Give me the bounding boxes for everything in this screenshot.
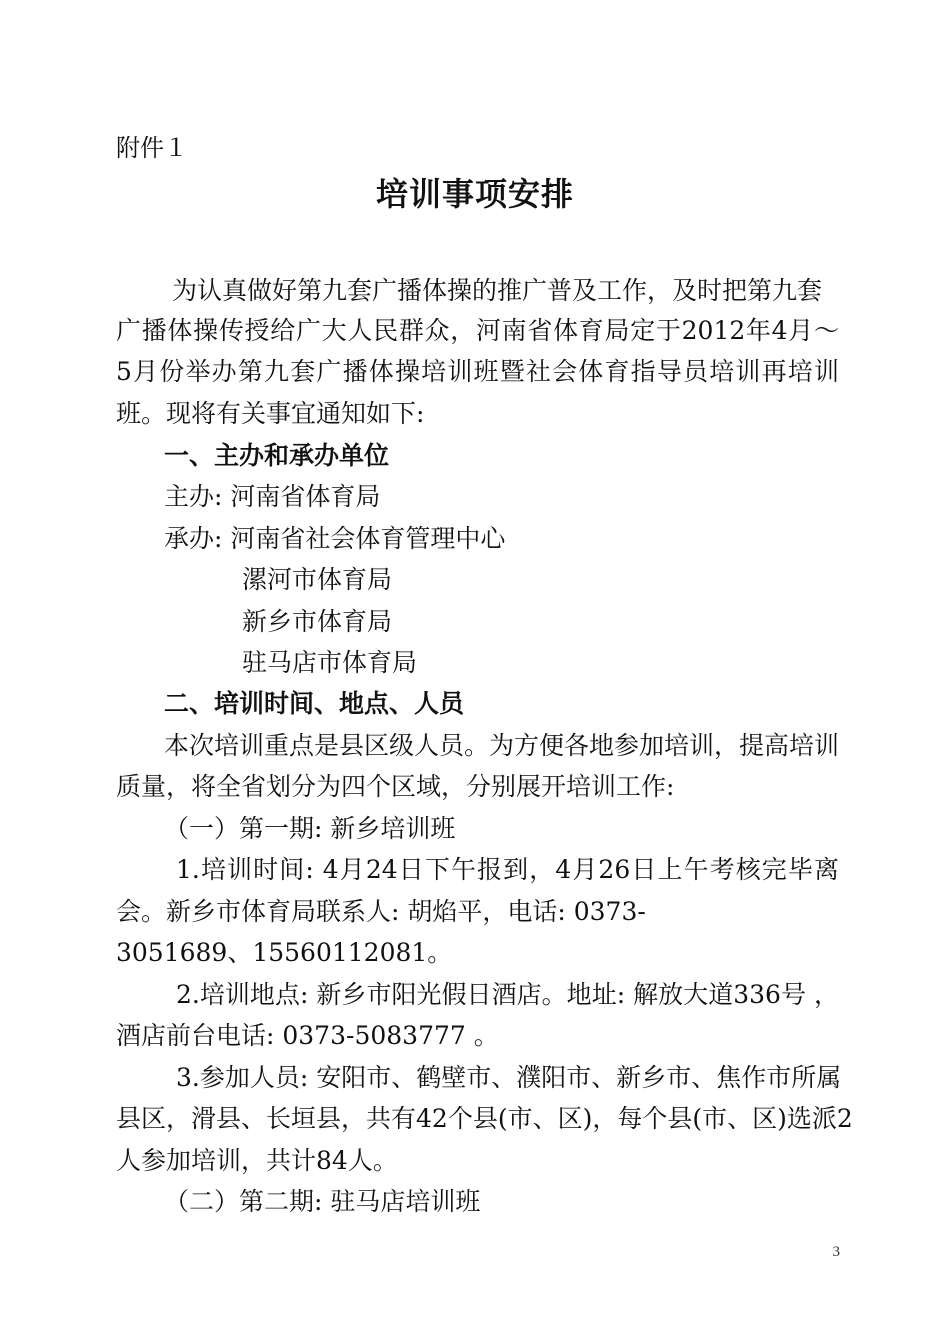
phase1-item3-line-1: 3.参加人员: 安阳市、鹤壁市、濮阳市、新乡市、焦作市所属	[176, 1063, 842, 1092]
phase1-item2-line-2: 酒店前台电话: 0373-5083777 。	[116, 1021, 499, 1050]
phase1-item2-line-1: 2.培训地点: 新乡市阳光假日酒店。地址: 解放大道336号 ，	[176, 980, 839, 1009]
organizer-line-3: 新乡市体育局	[242, 607, 393, 636]
host-line: 主办: 河南省体育局	[164, 482, 381, 511]
phase2-heading: （二）第二期: 驻马店培训班	[164, 1187, 481, 1216]
phase1-item1-line-2: 会。新乡市体育局联系人: 胡焰平，电话: 0373-	[116, 897, 646, 926]
intro-line-3: 5月份举办第九套广播体操培训班暨社会体育指导员培训再培训	[116, 357, 839, 386]
intro-line-1: 为认真做好第九套广播体操的推广普及工作，及时把第九套	[172, 276, 823, 305]
organizer-line-1: 承办: 河南省社会体育管理中心	[164, 524, 506, 553]
section2-para-line-1: 本次培训重点是县区级人员。为方便各地参加培训，提高培训	[164, 731, 840, 760]
organizer-line-2: 漯河市体育局	[242, 565, 393, 594]
phase1-item1-line-3: 3051689、15560112081。	[116, 938, 453, 967]
phase1-heading: （一）第一期: 新乡培训班	[164, 814, 456, 843]
section2-para-line-2: 质量，将全省划分为四个区域，分别展开培训工作:	[116, 772, 675, 801]
intro-line-4: 班。现将有关事宜通知如下:	[116, 399, 425, 428]
phase1-item3-line-2: 县区，滑县、长垣县，共有42个县(市、区)，每个县(市、区)选派2	[116, 1104, 853, 1133]
section2-heading: 二、培训时间、地点、人员	[164, 689, 465, 718]
attachment-label: 附件１	[116, 134, 188, 162]
intro-line-2: 广播体操传授给广大人民群众，河南省体育局定于2012年4月～	[116, 316, 839, 345]
section1-heading: 一、主办和承办单位	[164, 441, 390, 470]
page-title: 培训事项安排	[375, 175, 574, 213]
organizer-line-4: 驻马店市体育局	[242, 648, 418, 677]
phase1-item1-line-1: 1.培训时间: 4月24日下午报到，4月26日上午考核完毕离	[176, 855, 839, 884]
phase1-item3-line-3: 人参加培训，共计84人。	[116, 1146, 398, 1175]
page-number: 3	[832, 1244, 840, 1260]
